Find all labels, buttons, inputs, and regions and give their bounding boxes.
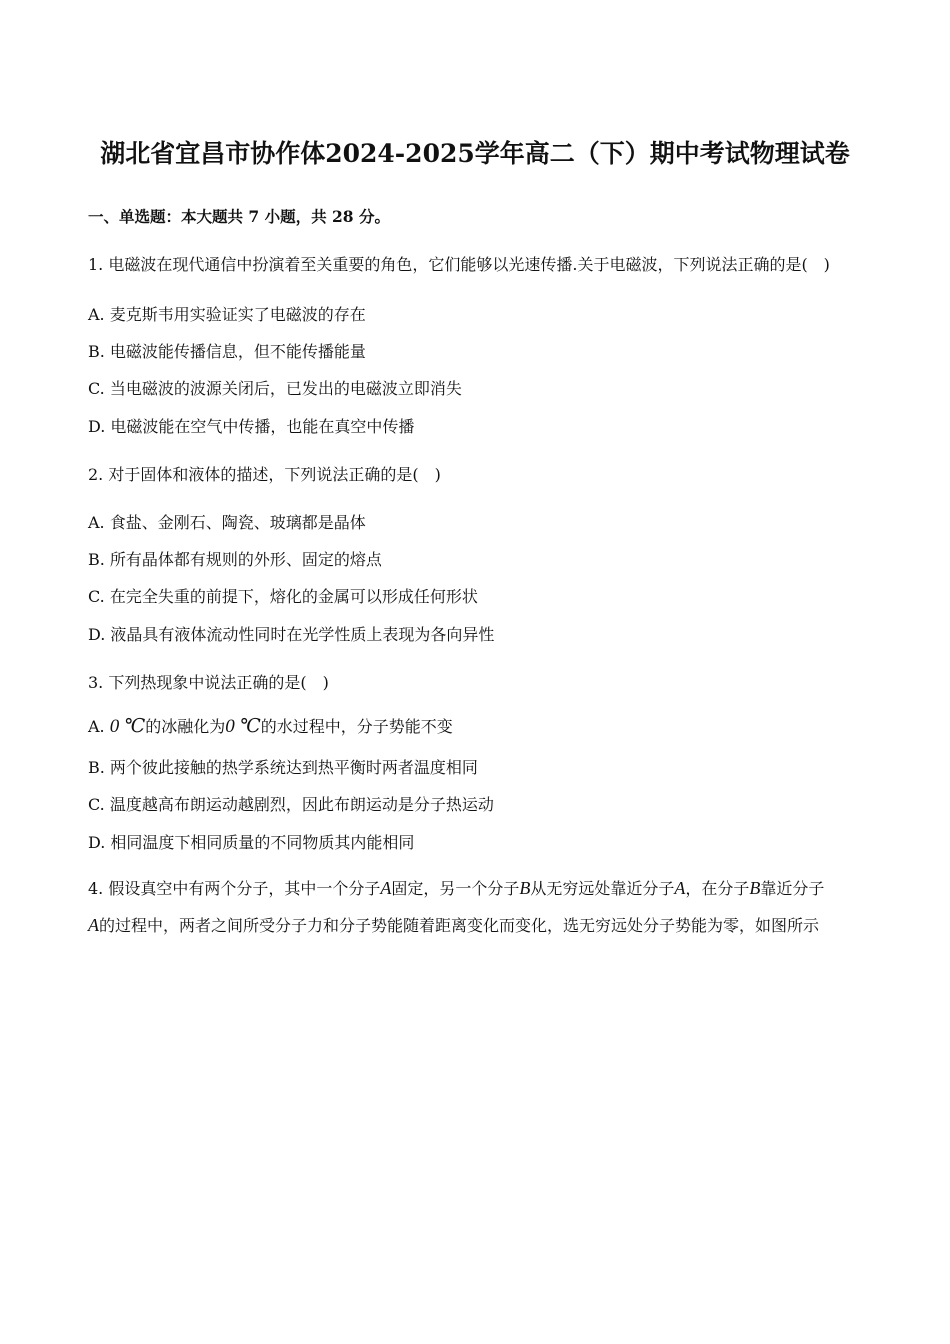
question-1-option-c: C. 当电磁波的波源关闭后，已发出的电磁波立即消失 (88, 379, 462, 398)
page-title: 湖北省宜昌市协作体2024-2025学年高二（下）期中考试物理试卷 (100, 139, 850, 168)
section-heading: 一、单选题：本大题共 7 小题，共 28 分。 (88, 207, 390, 226)
question-2-stem: 2. 对于固体和液体的描述，下列说法正确的是( ) (88, 465, 441, 484)
question-3-option-a (88, 714, 453, 738)
question-4-stem-line-2 (88, 913, 819, 936)
temperature-value: 0 ℃ (225, 716, 261, 737)
temperature-value: 0 ℃ (109, 716, 146, 737)
question-1-option-a: A. 麦克斯韦用实验证实了电磁波的存在 (88, 305, 366, 324)
stem-text: 的过程中，两者之间所受分子力和分子势能随着距离变化而变化，选无穷远处分子势能为零，如图所示 (99, 916, 820, 935)
question-1-stem: 1. 电磁波在现代通信中扮演着至关重要的角色，它们能够以光速传播.关于电磁波，下列说法正确的是( ) (88, 255, 830, 274)
question-2-option-a: A. 食盐、金刚石、陶瓷、玻璃都是晶体 (88, 513, 366, 532)
stem-text: 从无穷远处靠近分子 (530, 879, 675, 898)
question-3-option-d: D. 相同温度下相同质量的不同物质其内能相同 (88, 833, 415, 852)
option-a-middle: 的冰融化为 (145, 717, 226, 736)
question-4-stem-line-1 (88, 876, 824, 899)
stem-text: 固定，另一个分子 (391, 879, 520, 898)
math-variable: A (88, 915, 99, 935)
stem-text: 靠近分子 (760, 879, 825, 898)
stem-text: ，在分子 (685, 879, 750, 898)
math-variable: B (519, 878, 531, 898)
question-2-option-b: B. 所有晶体都有规则的外形、固定的熔点 (88, 550, 382, 569)
math-variable: A (674, 878, 686, 898)
math-variable: B (749, 878, 761, 898)
stem-text: 4. 假设真空中有两个分子，其中一个分子 (88, 879, 381, 898)
question-3-option-b: B. 两个彼此接触的热学系统达到热平衡时两者温度相同 (88, 758, 478, 777)
question-2-option-c: C. 在完全失重的前提下，熔化的金属可以形成任何形状 (88, 587, 478, 606)
question-3-stem: 3. 下列热现象中说法正确的是( ) (88, 673, 329, 692)
option-a-prefix: A. (88, 717, 110, 736)
math-variable: A (380, 878, 392, 898)
question-3-option-c: C. 温度越高布朗运动越剧烈，因此布朗运动是分子热运动 (88, 795, 494, 814)
question-1-option-b: B. 电磁波能传播信息，但不能传播能量 (88, 342, 366, 361)
question-2-option-d: D. 液晶具有液体流动性同时在光学性质上表现为各向异性 (88, 625, 495, 644)
option-a-suffix: 的水过程中，分子势能不变 (260, 717, 453, 736)
question-1-option-d: D. 电磁波能在空气中传播，也能在真空中传播 (88, 417, 415, 436)
